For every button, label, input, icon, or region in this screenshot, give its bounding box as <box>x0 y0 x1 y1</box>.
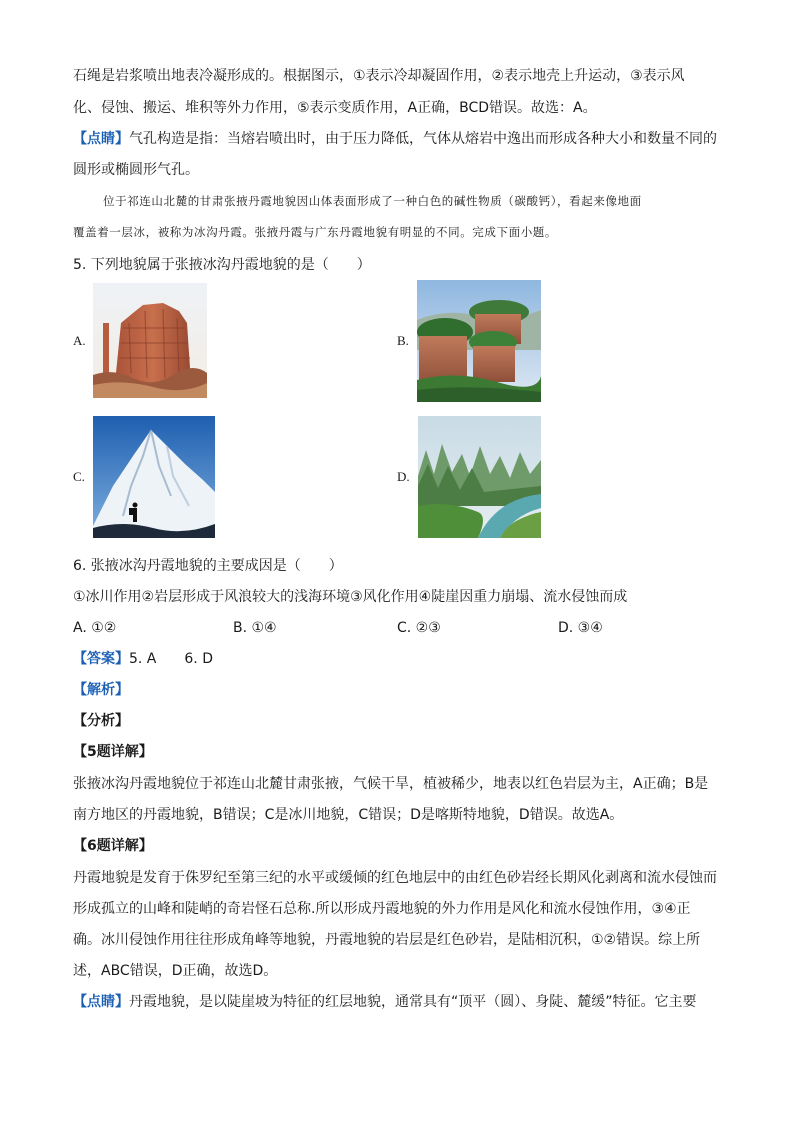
q5-detail-line1: 张掖冰沟丹霞地貌位于祁连山北麓甘肃张掖，气候干旱，植被稀少，地表以红色岩层为主，A正确；B是 <box>73 776 709 792</box>
tip-line2: 圆形或椭圆形气孔。 <box>73 162 199 178</box>
prev-explanation-line1: 石绳是岩浆喷出地表冷凝形成的。根据图示，①表示冷却凝固作用，②表示地壳上升运动，③表示风 <box>73 68 685 84</box>
snow-mountain-photo <box>93 416 215 538</box>
intro-line1: 位于祁连山北麓的甘肃张掖丹霞地貌因山体表面形成了一种白色的碱性物质（碳酸钙），看起来像地面 <box>103 194 642 208</box>
q6-detail-line4: 述，ABC错误，D正确，故选D。 <box>73 963 278 979</box>
q6-detail-line1: 丹霞地貌是发育于侏罗纪至第三纪的水平或缓倾的红色地层中的由红色砂岩经长期风化剥离和流水侵蚀而 <box>73 870 717 886</box>
q5-option-d-label: D. <box>397 469 410 484</box>
analysis-tag: 【解析】 <box>73 682 129 698</box>
q5-stem: 5. 下列地貌属于张掖冰沟丹霞地貌的是（ ） <box>73 257 371 273</box>
tip2-text: 丹霞地貌，是以陡崖坡为特征的红层地貌，通常具有“顶平（圆）、身陡、麓缓”特征。它主要 <box>129 994 697 1010</box>
q5-option-a-label: A. <box>73 333 86 348</box>
tip-text: 气孔构造是指：当熔岩喷出时，由于压力降低，气体从熔岩中逸出而形成各种大小和数量不同的 <box>129 131 717 147</box>
red-rock-tower-photo <box>93 283 207 398</box>
answer-text: 5. A 6. D <box>129 651 213 667</box>
tip-paragraph-1 <box>73 129 717 149</box>
fenxi-tag: 【分析】 <box>73 713 129 729</box>
q5-option-c-label: C. <box>73 469 85 484</box>
karst-river-photo <box>418 416 541 538</box>
answer-tag: 【答案】 <box>73 651 129 667</box>
answer-row <box>73 649 213 669</box>
tip-tag: 【点睛】 <box>73 131 129 147</box>
green-topped-cliffs-photo <box>417 280 541 402</box>
q6-option-d: D. ③④ <box>558 620 603 636</box>
q5-detail-line2: 南方地区的丹霞地貌，B错误；C是冰川地貌，C错误；D是喀斯特地貌，D错误。故选A。 <box>73 807 624 823</box>
tip2-tag: 【点睛】 <box>73 994 129 1010</box>
q6-detail-line2: 形成孤立的山峰和陡峭的奇岩怪石总称.所以形成丹霞地貌的外力作用是风化和流水侵蚀作用，③④正 <box>73 901 691 917</box>
intro-line2: 覆盖着一层冰，被称为冰沟丹霞。张掖丹霞与广东丹霞地貌有明显的不同。完成下面小题。 <box>73 225 557 239</box>
q6-option-c: C. ②③ <box>397 620 441 636</box>
q6-stem: 6. 张掖冰沟丹霞地貌的主要成因是（ ） <box>73 558 343 574</box>
q5-detail-tag: 【5题详解】 <box>73 744 153 760</box>
q6-detail-tag: 【6题详解】 <box>73 838 153 854</box>
q6-option-a: A. ①② <box>73 620 117 636</box>
q6-option-b: B. ①④ <box>233 620 277 636</box>
q5-option-b-label: B. <box>397 333 409 348</box>
prev-explanation-line2: 化、侵蚀、搬运、堆积等外力作用，⑤表示变质作用，A正确，BCD错误。故选：A。 <box>73 100 597 116</box>
tip-paragraph-2 <box>73 992 697 1012</box>
q6-statements: ①冰川作用②岩层形成于风浪较大的浅海环境③风化作用④陡崖因重力崩塌、流水侵蚀而成 <box>73 589 628 605</box>
q6-detail-line3: 确。冰川侵蚀作用往往形成角峰等地貌，丹霞地貌的岩层是红色砂岩，是陆相沉积，①②错误。综上所 <box>73 932 701 948</box>
